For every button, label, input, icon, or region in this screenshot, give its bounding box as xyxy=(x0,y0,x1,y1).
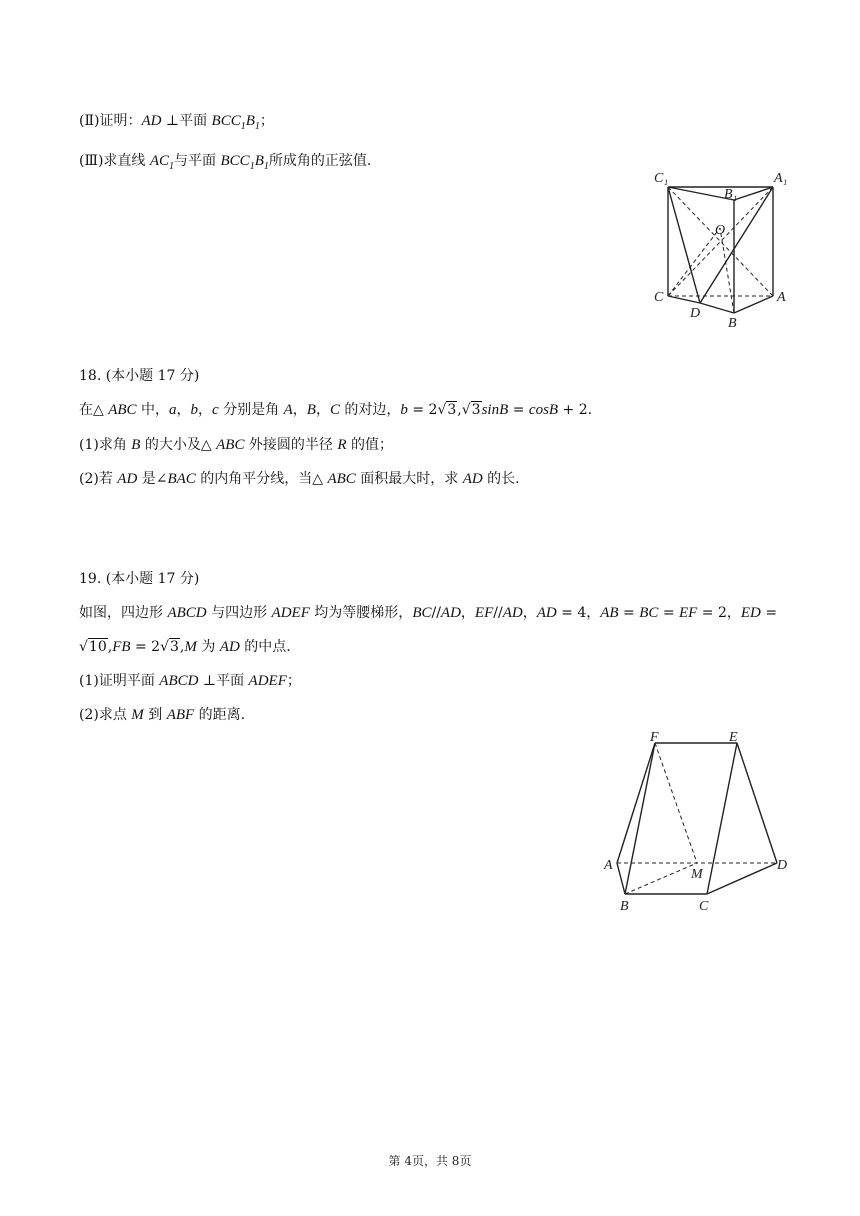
fig1-label: O xyxy=(715,223,726,238)
q17-part3: (Ⅲ)求直线 $AC_1$与平面 $BCC_1B_1$所成角的正弦值. xyxy=(79,153,372,172)
fig2-label: C xyxy=(699,899,709,914)
fig2-label: F xyxy=(650,730,659,745)
fig1-label: B xyxy=(728,316,737,331)
fig2-label: M xyxy=(691,867,703,882)
q18-part1: (1)求角 B 的大小及△ ABC 外接圆的半径 R 的值； xyxy=(79,437,393,453)
fig1-label: A xyxy=(777,290,786,305)
q19-stem-line1: 如图，四边形 ABCD 与四边形 ADEF 均为等腰梯形，BC//AD，EF//AD，AD = 4，AB = BC = EF = 2，ED = xyxy=(79,605,778,621)
q18-stem: 在△ ABC 中，a，b，c 分别是角 A，B，C 的对边，b = 2√3,√3sinB = cosB + 2. xyxy=(79,402,593,418)
fig1-label: C₁ xyxy=(654,171,669,186)
q17-part2: (Ⅱ)证明：AD ⊥平面 $BCC_1B_1$； xyxy=(79,113,274,132)
q18-header: 18. (本小题 17 分) xyxy=(79,368,200,384)
fig1-label: A₁ xyxy=(774,171,788,186)
fig1-label: B₁ xyxy=(724,187,738,202)
fig2-label: D xyxy=(777,858,788,873)
fig1-label: C xyxy=(654,290,664,305)
q18-part2: (2)若 AD 是∠BAC 的内角平分线，当△ ABC 面积最大时，求 AD 的长. xyxy=(79,471,520,487)
q19-stem-line2: √10,FB = 2√3,M 为 AD 的中点. xyxy=(79,639,291,655)
page-number: 第 4页，共 8页 xyxy=(388,1154,472,1168)
fig1-label: D xyxy=(690,306,701,321)
fig2-label: E xyxy=(729,730,738,745)
fig2-label: B xyxy=(620,899,629,914)
fig2-label: A xyxy=(604,858,613,873)
q19-part2: (2)求点 M 到 ABF 的距离. xyxy=(79,707,246,723)
trapezoid-figure xyxy=(595,722,805,922)
prism-figure xyxy=(640,165,800,335)
q19-part1: (1)证明平面 ABCD ⊥平面 ADEF； xyxy=(79,673,301,689)
q19-header: 19. (本小题 17 分) xyxy=(79,571,200,587)
